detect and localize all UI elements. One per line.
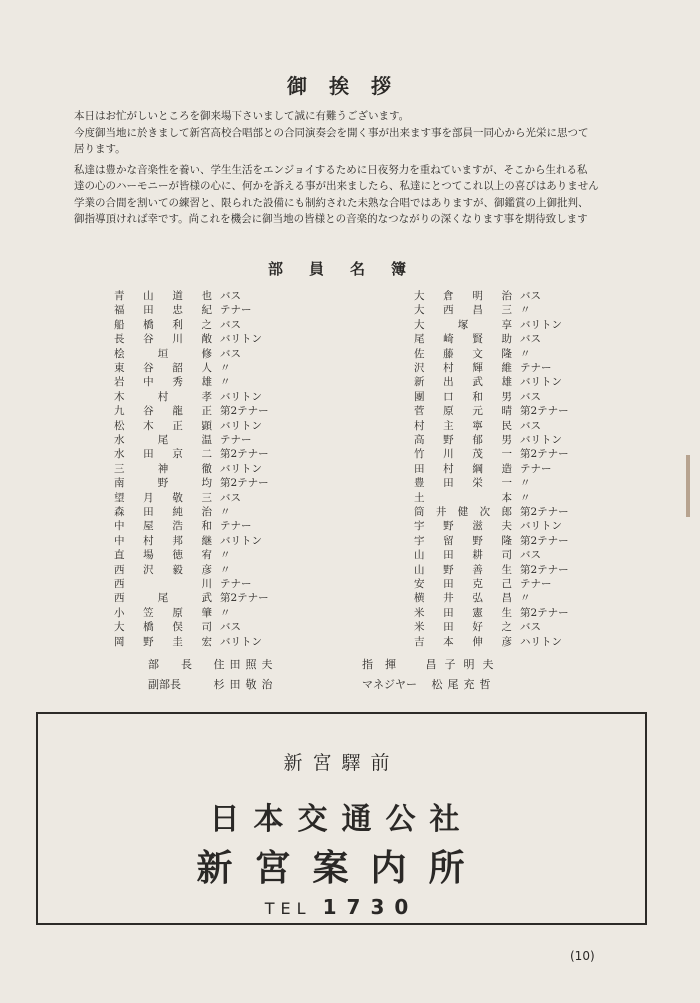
greeting-line: 本日はお忙がしいところを御来場下さいまして誠に有難うございます。	[74, 110, 410, 122]
member-name: 九谷龍正	[114, 405, 212, 418]
member-name: 菅原元晴	[414, 405, 512, 418]
member-name: 小笠原肇	[114, 606, 212, 619]
member-name: 村主寧民	[414, 419, 512, 432]
member-part: テナー	[520, 578, 552, 590]
ad-location: 新宮驛前	[283, 752, 400, 774]
member-part: バリトン	[520, 318, 562, 331]
roster-row	[114, 634, 304, 650]
fukubuchou-label: 副部長	[148, 678, 181, 691]
member-name: 木村孝	[114, 390, 212, 403]
member-part: バリトン	[220, 390, 262, 403]
member-part: バス	[220, 318, 241, 331]
member-name: 新出武雄	[414, 376, 512, 389]
member-part: 第2テナー	[520, 534, 569, 547]
member-part: 〃	[220, 362, 231, 374]
member-part: バス	[520, 621, 541, 634]
member-name: 福田忠紀	[114, 304, 212, 317]
page-number: (10)	[570, 949, 595, 963]
member-name: 田村綱造	[414, 462, 512, 475]
member-part: バリトン	[220, 419, 262, 432]
member-name: 大塚享	[414, 318, 512, 331]
member-part: 〃	[520, 491, 531, 504]
member-part: バリトン	[220, 333, 262, 346]
member-name: 桧垣修	[114, 347, 212, 360]
member-name: 尾崎賢助	[414, 333, 512, 346]
member-part: バス	[520, 333, 541, 346]
shiki-name: 昌子明夫	[425, 658, 502, 671]
member-name: 東谷韶人	[114, 362, 212, 374]
greeting-title: 御挨拶	[287, 74, 413, 98]
member-name: 岡野圭宏	[114, 635, 212, 648]
member-part: バリトン	[220, 534, 262, 547]
member-name: 米田憲生	[414, 606, 512, 619]
greeting-line: 居ります。	[74, 143, 126, 155]
member-name: 大倉明治	[414, 290, 512, 302]
member-name: 岩中秀雄	[114, 376, 212, 389]
member-name: 山田耕司	[414, 549, 512, 562]
ad-telephone	[38, 895, 645, 919]
member-part: バリトン	[520, 520, 562, 533]
member-name: 西川	[114, 578, 212, 590]
member-part: 第2テナー	[520, 506, 569, 518]
fukubuchou-name: 杉田敬治	[213, 678, 278, 691]
greeting-line: 私達は豊かな音楽性を養い、学生生活をエンジョイするために日夜努力を重ねていますが、そこから生れる私	[74, 163, 588, 176]
member-name: 水田京二	[114, 448, 212, 461]
manager-name: 松尾充哲	[431, 678, 496, 691]
member-name: 南野均	[114, 477, 212, 490]
member-part: 〃	[520, 592, 531, 605]
member-name: 松木正顕	[114, 419, 212, 432]
shiki-label: 指揮	[362, 658, 408, 671]
member-part: 第2テナー	[220, 477, 269, 490]
member-part: バス	[220, 621, 241, 634]
member-part: 〃	[520, 477, 531, 490]
member-part: 〃	[220, 376, 231, 389]
buchou-label: 部 長	[148, 658, 192, 671]
member-name: 土本	[414, 491, 512, 504]
member-name: 宇野滋夫	[414, 520, 512, 533]
member-part: 第2テナー	[220, 405, 269, 418]
advertisement-box	[36, 712, 647, 925]
staff-left-2	[148, 676, 278, 692]
manager-label: マネジヤー	[362, 678, 417, 691]
member-name: 山野善生	[414, 563, 512, 576]
member-part: バリトン	[520, 376, 562, 389]
member-part: バス	[220, 347, 241, 360]
member-name: 米田好之	[414, 621, 512, 634]
member-name: 青山道也	[114, 290, 212, 302]
member-name: 直場徳宥	[114, 549, 212, 562]
member-part: バス	[520, 549, 541, 562]
member-part: テナー	[520, 362, 552, 374]
member-part: 第2テナー	[220, 592, 269, 605]
member-part: 第2テナー	[520, 563, 569, 576]
staple-mark	[686, 455, 690, 517]
member-part: 第2テナー	[520, 405, 569, 418]
member-part: 〃	[520, 304, 531, 317]
greeting-line: 御指導頂ければ幸です。尚これを機会に御当地の皆様との音楽的なつながりの深くなります事を期待致します	[74, 213, 588, 225]
member-name: 三神徹	[114, 462, 212, 475]
member-name: 西沢毅彦	[114, 563, 212, 576]
member-part: 〃	[220, 549, 231, 562]
roster-row	[414, 634, 604, 650]
member-name: 森田純治	[114, 506, 212, 518]
tel-label: TEL	[264, 899, 312, 918]
member-part: バス	[220, 290, 241, 302]
member-part: 〃	[220, 563, 231, 576]
member-name: 中屋浩和	[114, 520, 212, 533]
ad-office: 新宮案内所	[196, 847, 487, 889]
member-name: 望月敬三	[114, 491, 212, 504]
member-name: 團口和男	[414, 390, 512, 403]
member-name: 横井弘昌	[414, 592, 512, 605]
tel-number: 1730	[322, 895, 419, 919]
member-name: 沢村輝維	[414, 362, 512, 374]
ad-company: 日本交通公社	[209, 802, 474, 837]
member-part: 〃	[220, 606, 231, 619]
member-name: 宇留野隆	[414, 534, 512, 547]
member-part: テナー	[520, 462, 552, 475]
member-name: 西尾武	[114, 592, 212, 605]
staff-right-2	[362, 676, 496, 692]
member-name: 水尾温	[114, 434, 212, 446]
member-name: 大橋俣司	[114, 621, 212, 634]
member-name: 竹川茂一	[414, 448, 512, 461]
greeting-body	[74, 108, 630, 228]
member-part: 〃	[220, 506, 231, 518]
member-part: バス	[220, 491, 241, 504]
buchou-name: 住田照夫	[213, 658, 278, 671]
member-name: 安田克己	[414, 578, 512, 590]
greeting-line: 達の心のハーモニーが皆様の心に、何かを訴える事が出来ましたら、私達にとつてこれ以上の喜びはありません	[74, 180, 599, 192]
staff-right	[362, 656, 502, 672]
member-name: 吉本伸彦	[414, 635, 512, 648]
member-part: テナー	[220, 304, 252, 317]
greeting-line: 学業の合間を割いての練習と、限られた設備にも制約された未熟な合唱ではありますが、御鑑賞の上御批判、	[74, 196, 589, 209]
member-part: テナー	[220, 434, 252, 446]
roster-title: 部員名簿	[267, 260, 432, 278]
greeting-line: 今度御当地に於きまして新宮高校合唱部との合同演奏会を開く事が出来ます事を部員一同心から光栄に思つて	[74, 126, 589, 139]
member-part: バス	[520, 290, 541, 302]
member-name: 豊田栄一	[414, 477, 512, 490]
staff-left	[148, 656, 278, 672]
member-part: 〃	[520, 347, 531, 360]
member-name: 筒井健次郎	[414, 506, 512, 518]
member-part: バリトン	[520, 434, 562, 446]
member-part: テナー	[220, 578, 252, 590]
member-name: 大西昌三	[414, 304, 512, 317]
member-name: 長谷川敞	[114, 333, 212, 346]
member-part: バス	[520, 390, 541, 403]
member-part: バス	[520, 419, 541, 432]
member-part: バリトン	[220, 462, 262, 475]
member-part: 第2テナー	[520, 606, 569, 619]
member-part: テナー	[220, 520, 252, 533]
member-part: 第2テナー	[220, 448, 269, 461]
member-part: ハリトン	[520, 635, 562, 648]
member-part: バリトン	[220, 635, 262, 648]
member-part: 第2テナー	[520, 448, 569, 461]
member-name: 高野郁男	[414, 434, 512, 446]
member-name: 中村邦継	[114, 534, 212, 547]
member-name: 船橋利之	[114, 318, 212, 331]
member-name: 佐藤文隆	[414, 347, 512, 360]
